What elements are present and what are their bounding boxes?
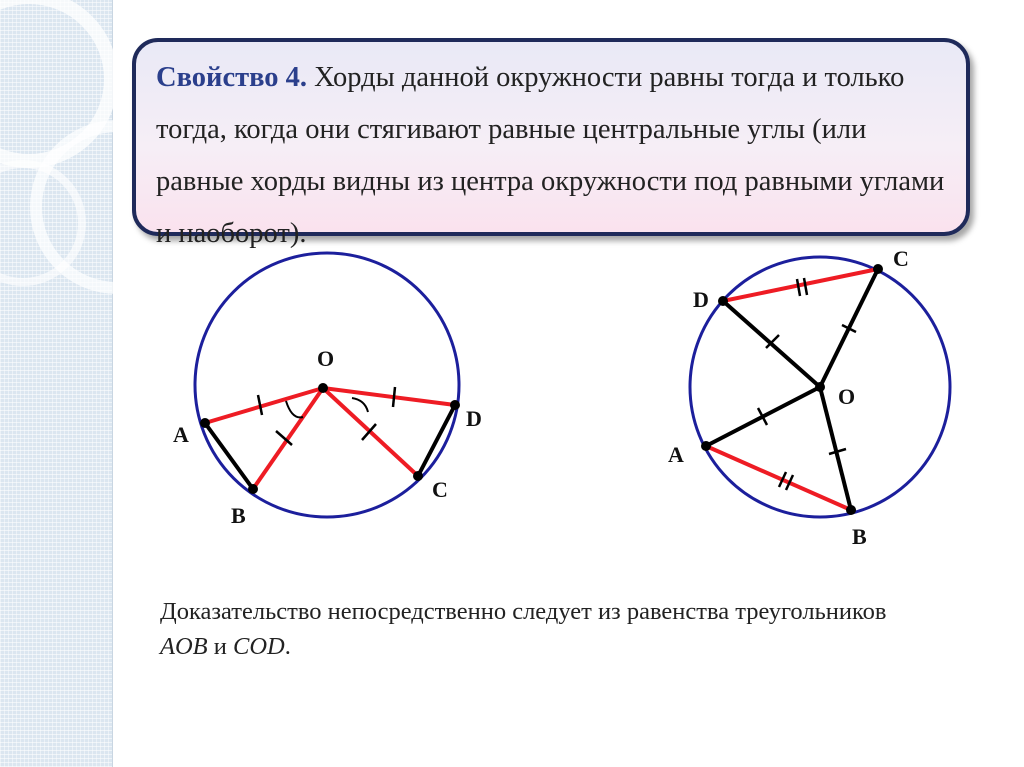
chord-cd	[418, 405, 455, 476]
point-d	[718, 296, 728, 306]
proof-text: Доказательство непосредственно следует из равенства треугольников AOB и COD.	[160, 598, 887, 660]
tick-mark	[393, 387, 395, 407]
radius-ob	[253, 388, 323, 489]
point-c	[873, 264, 883, 274]
point-a	[701, 441, 711, 451]
label-a: A	[173, 422, 189, 447]
label-b: B	[852, 524, 867, 549]
radius-oa	[205, 388, 323, 423]
chord-dc	[723, 269, 878, 301]
point-o	[318, 383, 328, 393]
point-b	[248, 484, 258, 494]
figure-1	[173, 253, 482, 528]
label-c: C	[432, 477, 448, 502]
label-d: D	[466, 406, 482, 431]
angle-arc-aob	[286, 401, 303, 417]
chord-ab	[205, 423, 253, 489]
label-o: O	[317, 346, 335, 371]
angle-arc-cod	[352, 398, 368, 412]
label-a: A	[668, 442, 684, 467]
property-title: Свойство 4.	[156, 62, 308, 93]
double-tick-mark	[797, 279, 800, 296]
label-d: D	[693, 287, 709, 312]
point-d	[450, 400, 460, 410]
label-b: B	[231, 503, 246, 528]
point-c	[413, 471, 423, 481]
point-b	[846, 505, 856, 515]
property-text: Хорды данной окружности равны тогда и только тогда, когда они стягивают равные центральные углы (или равные хорды видны из центра окружности под равными углами и наоборот).	[156, 62, 945, 249]
point-o	[815, 382, 825, 392]
label-c: C	[893, 246, 909, 271]
triangle-aob: AOB	[160, 633, 208, 660]
point-a	[200, 418, 210, 428]
figure-2	[668, 246, 950, 549]
triangle-cod: COD	[233, 633, 285, 660]
label-o: O	[838, 384, 856, 409]
radius-od	[323, 388, 455, 405]
double-tick-mark	[804, 278, 807, 295]
